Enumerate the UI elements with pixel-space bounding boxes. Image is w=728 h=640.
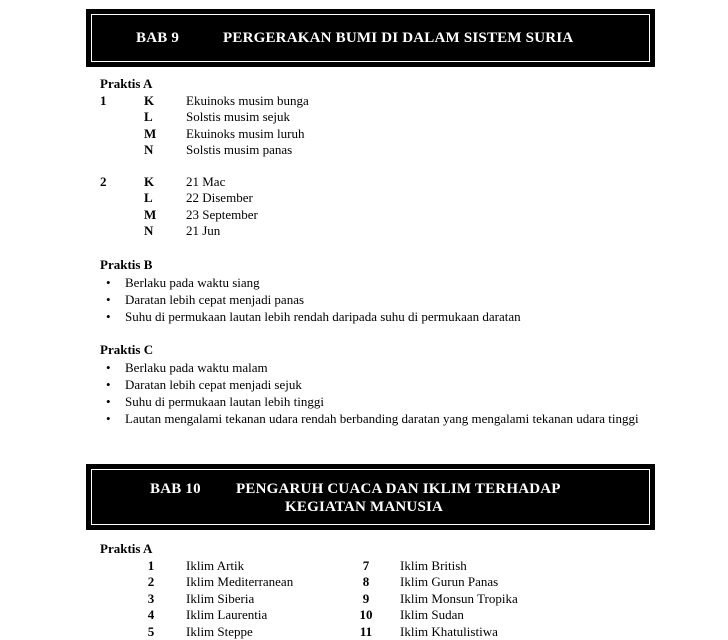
bullet-text: Berlaku pada waktu siang (125, 275, 260, 290)
list-item (100, 190, 620, 207)
answer-letter: K (144, 93, 154, 110)
item-number: 2 (144, 574, 158, 591)
list-item (100, 393, 640, 410)
chapter-10-title-line-2: KEGIATAN MANUSIA (285, 499, 443, 516)
bullet-text: Lautan mengalami tekanan udara rendah berbanding daratan yang mengalami tekanan udara tinggi (125, 411, 639, 426)
answer-letter: K (144, 174, 154, 191)
bullet-text: Daratan lebih cepat menjadi sejuk (125, 377, 302, 392)
list-item (100, 291, 640, 308)
answer-letter: L (144, 109, 153, 126)
question-number: 2 (100, 174, 107, 191)
bullet-text: Berlaku pada waktu malam (125, 360, 268, 375)
chapter-9-title: PERGERAKAN BUMI DI DALAM SISTEM SURIA (223, 30, 573, 47)
list-item (100, 174, 620, 191)
chapter-9-number: BAB 9 (136, 30, 179, 47)
list-item (100, 607, 620, 624)
answer-text: 23 September (186, 207, 258, 224)
bullet-icon: • (106, 308, 111, 325)
chapter-10-number: BAB 10 (150, 481, 201, 498)
list-item (100, 274, 640, 291)
ch9-question-2 (100, 174, 620, 240)
bullet-icon: • (106, 393, 111, 410)
answer-text: 21 Jun (186, 223, 220, 240)
ch9-praktis-b (100, 257, 640, 325)
item-number: 9 (356, 591, 376, 608)
item-number: 3 (144, 591, 158, 608)
item-number: 7 (356, 558, 376, 575)
item-text: Iklim Gurun Panas (400, 574, 498, 591)
list-item (100, 591, 620, 608)
item-text: Iklim Monsun Tropika (400, 591, 518, 608)
list-item (100, 93, 620, 110)
ch10-praktis-a (100, 541, 620, 640)
list-item (100, 558, 620, 575)
chapter-9-banner (86, 9, 655, 67)
list-item (100, 624, 620, 640)
item-text: Iklim Siberia (186, 591, 254, 608)
item-number: 4 (144, 607, 158, 624)
question-number: 1 (100, 93, 107, 110)
item-number: 1 (144, 558, 158, 575)
ch9-praktis-a (100, 76, 620, 240)
chapter-10-banner-frame (91, 469, 650, 525)
list-item (100, 410, 640, 427)
list-item (100, 142, 620, 159)
list-item (100, 574, 620, 591)
item-text: Iklim Artik (186, 558, 244, 575)
chapter-10-title-line-1: PENGARUH CUACA DAN IKLIM TERHADAP (236, 481, 561, 498)
answer-text: Ekuinoks musim bunga (186, 93, 309, 110)
bullet-text: Daratan lebih cepat menjadi panas (125, 292, 304, 307)
answer-letter: M (144, 207, 156, 224)
item-text: Iklim Khatulistiwa (400, 624, 498, 640)
item-text: Iklim British (400, 558, 467, 575)
list-item (100, 126, 620, 143)
bullet-icon: • (106, 376, 111, 393)
item-number: 11 (356, 624, 376, 640)
answer-letter: M (144, 126, 156, 143)
ch9-praktis-a-heading: Praktis A (100, 76, 620, 93)
item-text: Iklim Sudan (400, 607, 464, 624)
answer-text: Ekuinoks musim luruh (186, 126, 304, 143)
bullet-icon: • (106, 274, 111, 291)
bullet-list (100, 274, 640, 325)
ch10-praktis-a-heading: Praktis A (100, 541, 620, 558)
answer-letter: L (144, 190, 153, 207)
answer-letter: N (144, 142, 153, 159)
bullet-text: Suhu di permukaan lautan lebih rendah daripada suhu di permukaan daratan (125, 309, 521, 324)
item-text: Iklim Mediterranean (186, 574, 293, 591)
bullet-text: Suhu di permukaan lautan lebih tinggi (125, 394, 324, 409)
bullet-icon: • (106, 359, 111, 376)
answer-text: Solstis musim sejuk (186, 109, 290, 126)
list-item (100, 109, 620, 126)
list-item (100, 359, 640, 376)
list-item (100, 207, 620, 224)
climate-list (100, 558, 620, 640)
item-text: Iklim Laurentia (186, 607, 267, 624)
list-item (100, 308, 640, 325)
answer-letter: N (144, 223, 153, 240)
bullet-list (100, 359, 640, 427)
ch9-praktis-c-heading: Praktis C (100, 342, 640, 359)
ch9-praktis-b-heading: Praktis B (100, 257, 640, 274)
chapter-10-banner (86, 464, 655, 530)
item-number: 10 (356, 607, 376, 624)
list-item (100, 223, 620, 240)
item-text: Iklim Steppe (186, 624, 253, 640)
bullet-icon: • (106, 410, 111, 427)
bullet-icon: • (106, 291, 111, 308)
chapter-9-banner-frame (91, 14, 650, 62)
item-number: 5 (144, 624, 158, 640)
ch9-question-1 (100, 93, 620, 159)
answer-text: 21 Mac (186, 174, 225, 191)
answer-text: 22 Disember (186, 190, 253, 207)
answer-text: Solstis musim panas (186, 142, 292, 159)
list-item (100, 376, 640, 393)
ch9-praktis-c (100, 342, 640, 427)
item-number: 8 (356, 574, 376, 591)
